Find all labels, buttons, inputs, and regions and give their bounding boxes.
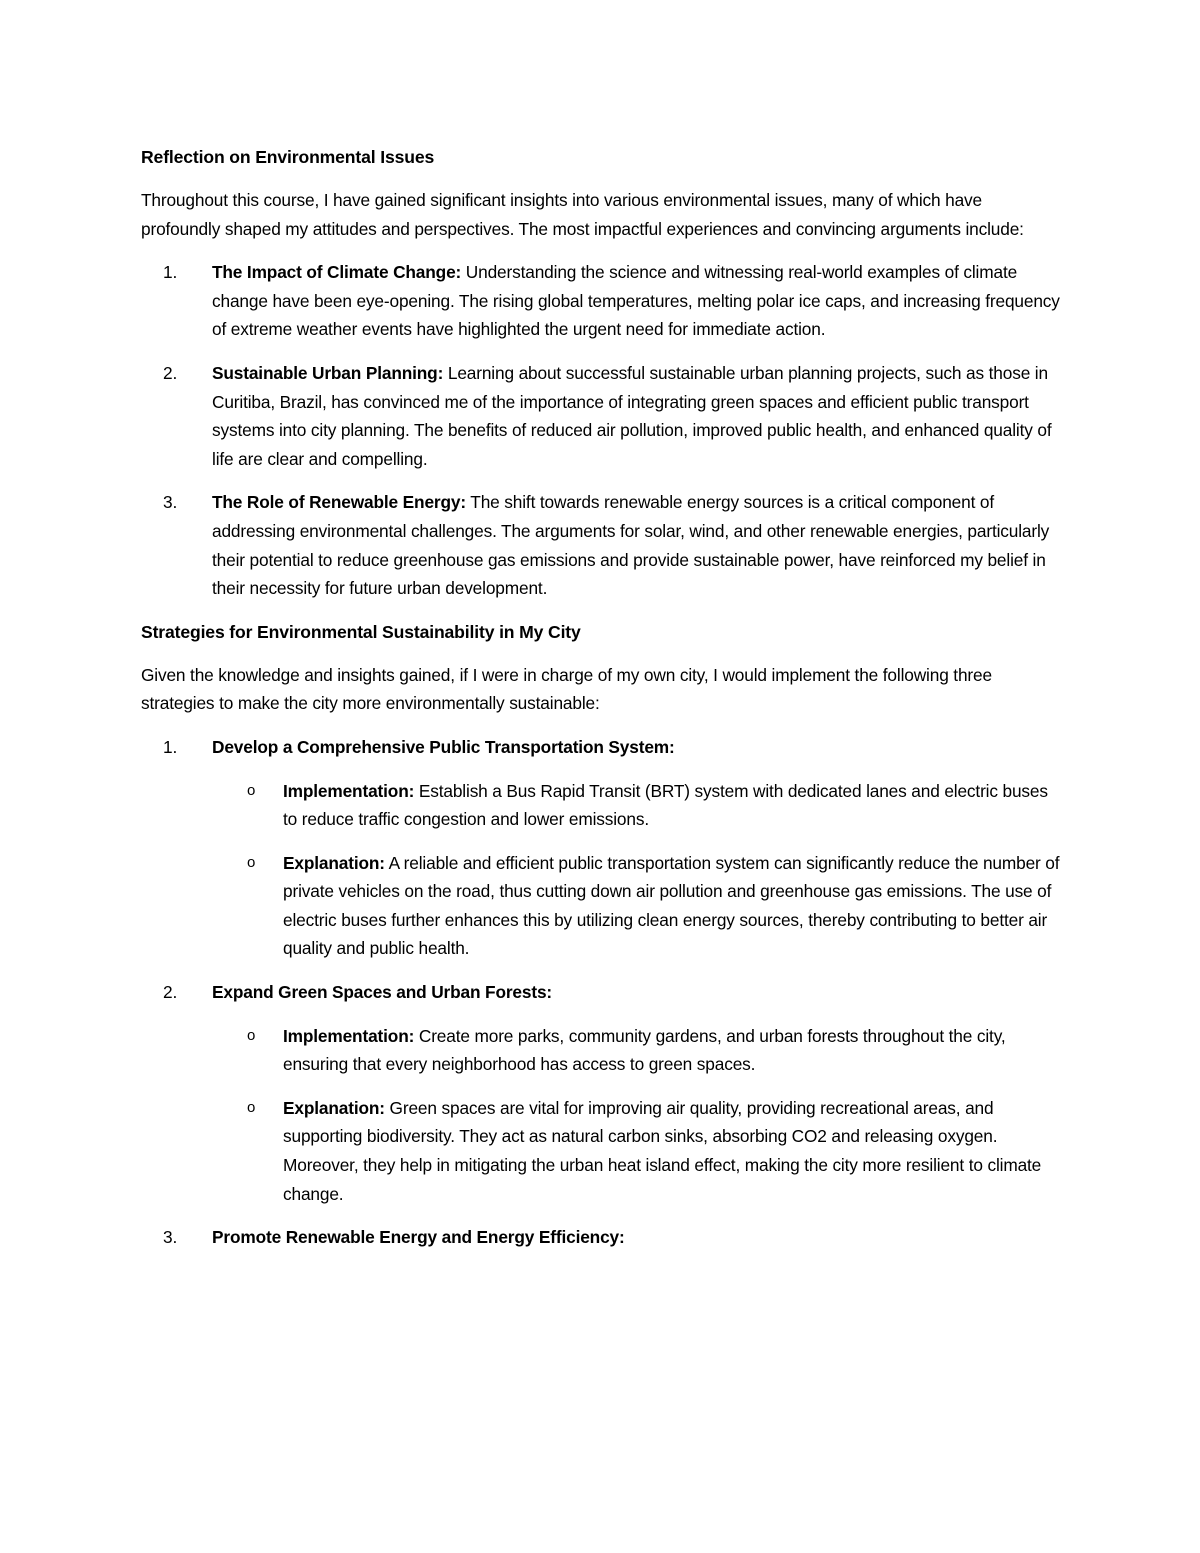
explanation-bullet bbox=[212, 849, 1061, 963]
strategy-title: Promote Renewable Energy and Energy Efficiency: bbox=[212, 1227, 625, 1248]
implementation-text: Create more parks, community gardens, and urban forests throughout the city, ensuring that every neighborhood has access to green spaces. bbox=[283, 1025, 1006, 1075]
document-body bbox=[141, 143, 1061, 1267]
reflection-item-text: The shift towards renewable energy sources is a critical component of addressing environmental challenges. The arguments for solar, wind, and other renewable energies, particularly their potential to reduce greenhouse gas emissions and provide sustainable power, have reinforced my belief in their necessity for future urban development. bbox=[212, 492, 1050, 599]
reflection-item-title: Sustainable Urban Planning: bbox=[212, 362, 444, 383]
strategy-details bbox=[212, 1022, 1061, 1209]
explanation-bullet bbox=[212, 1094, 1061, 1208]
explanation-label: Explanation: bbox=[283, 852, 385, 873]
explanation-text: Green spaces are vital for improving air quality, providing recreational areas, and supporting biodiversity. They act as natural carbon sinks, absorbing CO2 and releasing oxygen. Moreover, they help in mitigating the urban heat island effect, making the city more resilient to climate change. bbox=[283, 1097, 1042, 1204]
strategy-title: Develop a Comprehensive Public Transportation System: bbox=[212, 736, 675, 757]
reflection-item bbox=[141, 258, 1061, 344]
list-number: 3. bbox=[163, 492, 178, 513]
reflection-item bbox=[141, 488, 1061, 602]
explanation-label: Explanation: bbox=[283, 1097, 385, 1118]
circle-bullet-icon: o bbox=[247, 1098, 256, 1116]
implementation-label: Implementation: bbox=[283, 780, 415, 801]
list-number: 3. bbox=[163, 1227, 178, 1248]
strategy-item bbox=[141, 733, 1061, 963]
strategy-details bbox=[212, 777, 1061, 964]
list-number: 1. bbox=[163, 736, 178, 757]
reflection-item-title: The Impact of Climate Change: bbox=[212, 262, 462, 283]
reflection-intro-paragraph: Throughout this course, I have gained significant insights into various environmental issues, many of which have profoundly shaped my attitudes and perspectives. The most impactful experiences and convincing arguments include: bbox=[141, 190, 1024, 239]
reflection-item-text: Understanding the science and witnessing real-world examples of climate change have been eye-opening. The rising global temperatures, melting polar ice caps, and increasing frequency of extreme weather events have highlighted the urgent need for immediate action. bbox=[212, 262, 1060, 340]
implementation-bullet bbox=[212, 1022, 1061, 1079]
list-number: 1. bbox=[163, 262, 178, 283]
reflection-item-title: The Role of Renewable Energy: bbox=[212, 492, 466, 513]
implementation-text: Establish a Bus Rapid Transit (BRT) system with dedicated lanes and electric buses to reduce traffic congestion and lower emissions. bbox=[283, 780, 1048, 830]
circle-bullet-icon: o bbox=[247, 1026, 256, 1044]
reflection-list bbox=[141, 258, 1061, 603]
reflection-item bbox=[141, 359, 1061, 473]
list-number: 2. bbox=[163, 362, 178, 383]
reflection-item-text: Learning about successful sustainable urban planning projects, such as those in Curitiba, Brazil, has convinced me of the importance of integrating green spaces and efficient public transport systems into city planning. The benefits of reduced air pollution, improved public health, and enhanced quality of life are clear and compelling. bbox=[212, 362, 1052, 469]
circle-bullet-icon: o bbox=[247, 853, 256, 871]
explanation-text: A reliable and efficient public transportation system can significantly reduce the number of private vehicles on the road, thus cutting down air pollution and greenhouse gas emissions. The use of electric buses further enhances this by utilizing clean energy sources, thereby contributing to better air quality and public health. bbox=[283, 852, 1060, 959]
strategies-intro-paragraph: Given the knowledge and insights gained, if I were in charge of my own city, I would implement the following three strategies to make the city more environmentally sustainable: bbox=[141, 664, 992, 714]
implementation-bullet bbox=[212, 777, 1061, 834]
implementation-label: Implementation: bbox=[283, 1025, 415, 1046]
list-number: 2. bbox=[163, 982, 178, 1003]
circle-bullet-icon: o bbox=[247, 781, 256, 799]
section-heading-reflection: Reflection on Environmental Issues bbox=[141, 147, 435, 167]
strategies-list bbox=[141, 733, 1061, 1252]
strategy-title: Expand Green Spaces and Urban Forests: bbox=[212, 982, 553, 1003]
section-heading-strategies: Strategies for Environmental Sustainability in My City bbox=[141, 621, 581, 642]
strategy-item bbox=[141, 1223, 1061, 1252]
strategy-item bbox=[141, 978, 1061, 1208]
